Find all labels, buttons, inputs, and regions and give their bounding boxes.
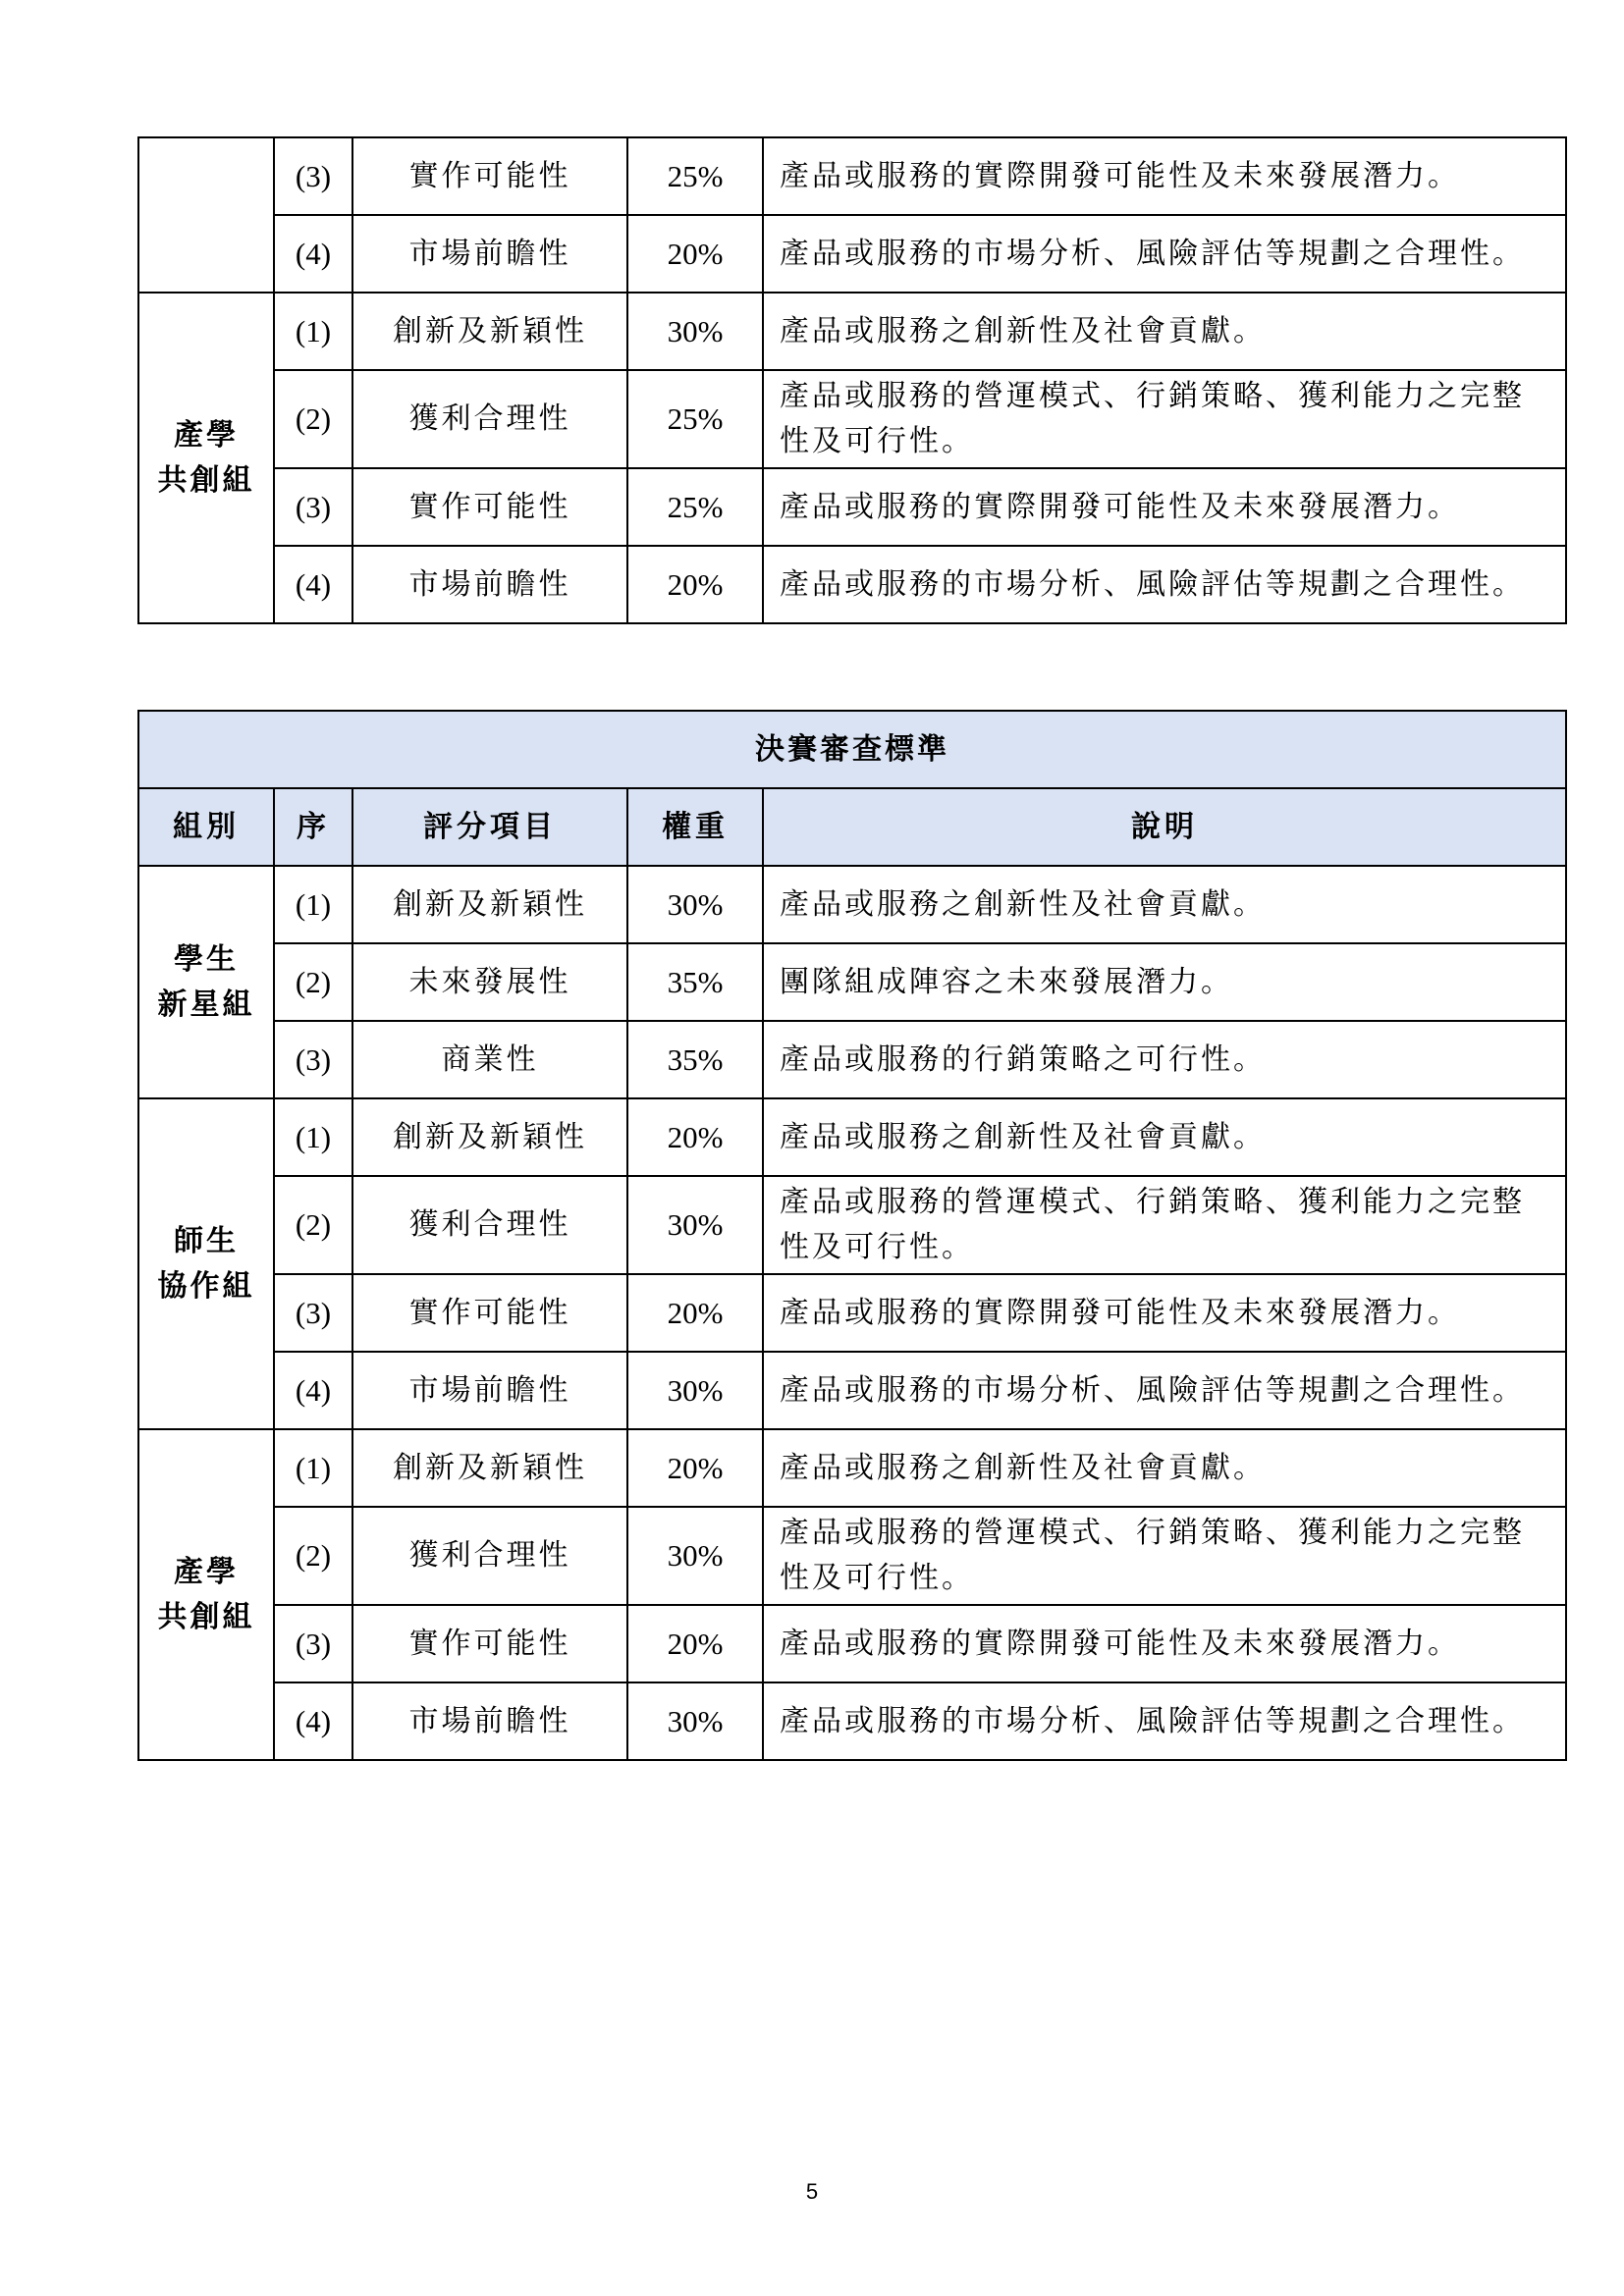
item-cell: 市場前瞻性	[352, 1352, 627, 1429]
weight-cell: 30%	[627, 1176, 763, 1274]
table-row	[138, 215, 1566, 293]
weight-cell: 20%	[627, 1605, 763, 1682]
desc-cell: 產品或服務的營運模式、行銷策略、獲利能力之完整性及可行性。	[763, 370, 1566, 468]
weight-cell: 30%	[627, 1507, 763, 1605]
desc-cell: 產品或服務的市場分析、風險評估等規劃之合理性。	[763, 546, 1566, 623]
group-label-line1: 產學	[174, 1554, 239, 1589]
table-row	[138, 370, 1566, 468]
group-cell	[138, 1098, 274, 1429]
item-cell: 創新及新穎性	[352, 1098, 627, 1176]
desc-cell: 產品或服務的市場分析、風險評估等規劃之合理性。	[763, 1682, 1566, 1760]
header-desc: 說明	[763, 788, 1566, 866]
table-row	[138, 1429, 1566, 1507]
seq-cell: (3)	[274, 1021, 352, 1098]
header-item: 評分項目	[352, 788, 627, 866]
group-label-line1: 師生	[174, 1223, 239, 1258]
seq-cell: (2)	[274, 370, 352, 468]
table-row	[138, 1352, 1566, 1429]
group-label-line1: 產學	[174, 417, 239, 453]
seq-cell: (4)	[274, 1352, 352, 1429]
table-header-row	[138, 788, 1566, 866]
item-cell: 獲利合理性	[352, 370, 627, 468]
group-cell	[138, 866, 274, 1098]
table-title-row	[138, 711, 1566, 788]
table-row	[138, 1274, 1566, 1352]
table-row	[138, 943, 1566, 1021]
item-cell: 創新及新穎性	[352, 1429, 627, 1507]
item-cell: 實作可能性	[352, 137, 627, 215]
seq-cell: (2)	[274, 943, 352, 1021]
weight-cell: 35%	[627, 1021, 763, 1098]
table-row	[138, 1098, 1566, 1176]
seq-cell: (3)	[274, 468, 352, 546]
desc-cell: 團隊組成陣容之未來發展潛力。	[763, 943, 1566, 1021]
item-cell: 創新及新穎性	[352, 293, 627, 370]
item-cell: 市場前瞻性	[352, 215, 627, 293]
group-label-line2: 共創組	[157, 1599, 255, 1634]
desc-cell: 產品或服務之創新性及社會貢獻。	[763, 1429, 1566, 1507]
seq-cell: (2)	[274, 1176, 352, 1274]
seq-cell: (1)	[274, 1429, 352, 1507]
desc-cell: 產品或服務的營運模式、行銷策略、獲利能力之完整性及可行性。	[763, 1507, 1566, 1605]
item-cell: 獲利合理性	[352, 1176, 627, 1274]
seq-cell: (4)	[274, 215, 352, 293]
desc-cell: 產品或服務的實際開發可能性及未來發展潛力。	[763, 137, 1566, 215]
table-row	[138, 546, 1566, 623]
group-cell	[138, 293, 274, 623]
desc-cell: 產品或服務的市場分析、風險評估等規劃之合理性。	[763, 1352, 1566, 1429]
table-row	[138, 1682, 1566, 1760]
seq-cell: (3)	[274, 1274, 352, 1352]
weight-cell: 20%	[627, 1429, 763, 1507]
table-row	[138, 1507, 1566, 1605]
item-cell: 市場前瞻性	[352, 1682, 627, 1760]
header-group: 組別	[138, 788, 274, 866]
desc-cell: 產品或服務的市場分析、風險評估等規劃之合理性。	[763, 215, 1566, 293]
group-label-line2: 新星組	[157, 987, 255, 1022]
weight-cell: 30%	[627, 293, 763, 370]
item-cell: 商業性	[352, 1021, 627, 1098]
seq-cell: (3)	[274, 137, 352, 215]
header-seq: 序	[274, 788, 352, 866]
group-cell	[138, 1429, 274, 1760]
table-row	[138, 866, 1566, 943]
weight-cell: 30%	[627, 866, 763, 943]
item-cell: 未來發展性	[352, 943, 627, 1021]
item-cell: 實作可能性	[352, 1605, 627, 1682]
group-label-line2: 共創組	[157, 462, 255, 498]
desc-cell: 產品或服務之創新性及社會貢獻。	[763, 293, 1566, 370]
table-row	[138, 1176, 1566, 1274]
group-cell-empty	[138, 137, 274, 293]
weight-cell: 20%	[627, 1274, 763, 1352]
group-label-line1: 學生	[174, 941, 239, 977]
desc-cell: 產品或服務之創新性及社會貢獻。	[763, 1098, 1566, 1176]
seq-cell: (1)	[274, 1098, 352, 1176]
table-row	[138, 1605, 1566, 1682]
final-review-criteria-table	[137, 710, 1567, 1761]
desc-cell: 產品或服務的實際開發可能性及未來發展潛力。	[763, 1274, 1566, 1352]
seq-cell: (4)	[274, 1682, 352, 1760]
item-cell: 市場前瞻性	[352, 546, 627, 623]
page-number: 5	[805, 2179, 819, 2204]
weight-cell: 30%	[627, 1682, 763, 1760]
table-title: 決賽審查標準	[138, 711, 1566, 788]
seq-cell: (1)	[274, 293, 352, 370]
table-row	[138, 1021, 1566, 1098]
seq-cell: (2)	[274, 1507, 352, 1605]
weight-cell: 35%	[627, 943, 763, 1021]
desc-cell: 產品或服務的實際開發可能性及未來發展潛力。	[763, 468, 1566, 546]
weight-cell: 30%	[627, 1352, 763, 1429]
weight-cell: 25%	[627, 137, 763, 215]
seq-cell: (1)	[274, 866, 352, 943]
table-row	[138, 137, 1566, 215]
weight-cell: 20%	[627, 1098, 763, 1176]
seq-cell: (4)	[274, 546, 352, 623]
criteria-table-continued	[137, 136, 1567, 624]
group-label-line2: 協作組	[157, 1268, 255, 1304]
item-cell: 創新及新穎性	[352, 866, 627, 943]
table-row	[138, 468, 1566, 546]
item-cell: 實作可能性	[352, 1274, 627, 1352]
item-cell: 實作可能性	[352, 468, 627, 546]
weight-cell: 25%	[627, 370, 763, 468]
seq-cell: (3)	[274, 1605, 352, 1682]
desc-cell: 產品或服務的行銷策略之可行性。	[763, 1021, 1566, 1098]
table-row	[138, 293, 1566, 370]
weight-cell: 20%	[627, 546, 763, 623]
header-weight: 權重	[627, 788, 763, 866]
weight-cell: 20%	[627, 215, 763, 293]
desc-cell: 產品或服務之創新性及社會貢獻。	[763, 866, 1566, 943]
desc-cell: 產品或服務的實際開發可能性及未來發展潛力。	[763, 1605, 1566, 1682]
item-cell: 獲利合理性	[352, 1507, 627, 1605]
desc-cell: 產品或服務的營運模式、行銷策略、獲利能力之完整性及可行性。	[763, 1176, 1566, 1274]
weight-cell: 25%	[627, 468, 763, 546]
